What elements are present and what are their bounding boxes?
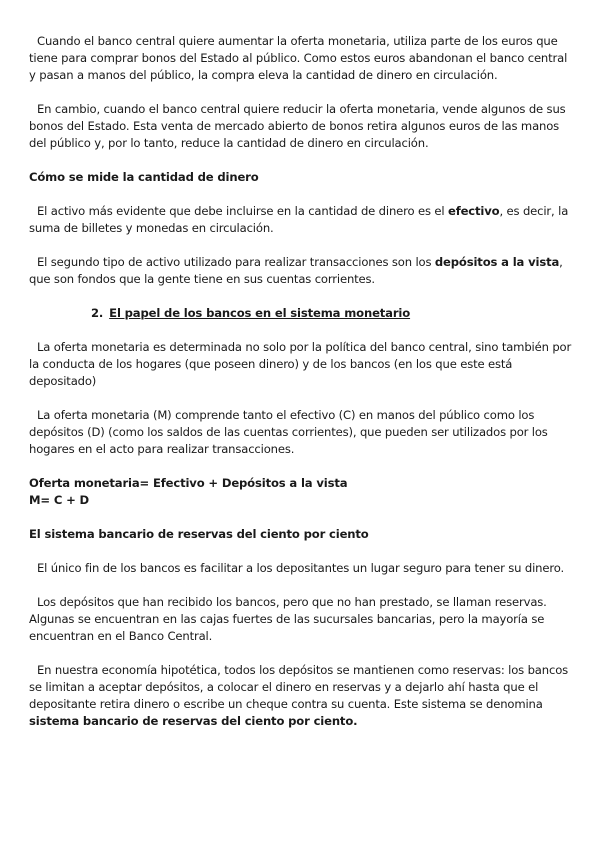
paragraph-hypothetical-text: En nuestra economía hipotética, todos los depósitos se mantienen como reservas: los bancos se limitan a aceptar depósitos, a colocar el dinero en reservas y a dejarlo ahí hasta que el depositante retira dinero o escribe un cheque contra su cuenta. Este sistema se denomina bbox=[29, 663, 569, 711]
paragraph-cash-text-end: , es decir, la suma de billetes y monedas en circulación. bbox=[29, 204, 569, 235]
paragraph-hypothetical-economy bbox=[29, 662, 577, 730]
paragraph-cash bbox=[29, 203, 577, 237]
formula-words: Oferta monetaria= Efectivo + Depósitos a la vista bbox=[29, 476, 348, 490]
section-title-text: El papel de los bancos en el sistema monetario bbox=[109, 306, 411, 320]
paragraph-cash-text-start: El activo más evidente que debe incluirse en la cantidad de dinero es el bbox=[37, 204, 448, 218]
paragraph-money-supply-components: La oferta monetaria (M) comprende tanto el efectivo (C) en manos del público como los depósitos (D) (como los saldos de las cuentas corrientes), que pueden ser utilizados por los hogares en el acto para realizar transacciones. bbox=[29, 408, 548, 456]
paragraph-money-supply-determinants: La oferta monetaria es determinada no solo por la política del banco central, sino también por la conducta de los hogares (que poseen dinero) y de los bancos (en los que este está depositado) bbox=[29, 340, 572, 388]
document-page bbox=[29, 33, 577, 730]
heading-full-reserve-banking: El sistema bancario de reservas del ciento por ciento bbox=[29, 527, 369, 541]
paragraph-open-market-purchase: Cuando el banco central quiere aumentar la oferta monetaria, utiliza parte de los euros que tiene para comprar bonos del Estado al público. Como estos euros abandonan el banco central y pasan a manos del público, la compra eleva la cantidad de dinero en circulación. bbox=[29, 34, 568, 82]
section-title-banks bbox=[29, 305, 577, 322]
formula-symbols: M= C + D bbox=[29, 493, 90, 507]
term-demand-deposits: depósitos a la vista bbox=[434, 255, 560, 269]
paragraph-open-market-sale: En cambio, cuando el banco central quiere reducir la oferta monetaria, vende algunos de sus bonos del Estado. Esta venta de mercado abierto de bonos retira algunos euros de las manos del público y, por lo tanto, reduce la cantidad de dinero en circulación. bbox=[29, 102, 566, 150]
paragraph-deposits-text-start: El segundo tipo de activo utilizado para realizar transacciones son los bbox=[37, 255, 435, 269]
paragraph-deposits-text-end: , que son fondos que la gente tiene en sus cuentas corrientes. bbox=[29, 255, 563, 286]
heading-money-measure: Cómo se mide la cantidad de dinero bbox=[29, 170, 259, 184]
section-number: 2. bbox=[91, 306, 104, 320]
term-full-reserve-banking: sistema bancario de reservas del ciento por ciento. bbox=[29, 714, 358, 728]
paragraph-reserves: Los depósitos que han recibido los bancos, pero que no han prestado, se llaman reservas. Algunas se encuentran en las cajas fuertes de las sucursales bancarias, pero la mayoría se encuentran en el Banco Central. bbox=[29, 595, 547, 643]
paragraph-demand-deposits bbox=[29, 254, 577, 288]
paragraph-bank-purpose: El único fin de los bancos es facilitar a los depositantes un lugar seguro para tener su dinero. bbox=[37, 561, 564, 575]
term-cash: efectivo bbox=[447, 204, 500, 218]
